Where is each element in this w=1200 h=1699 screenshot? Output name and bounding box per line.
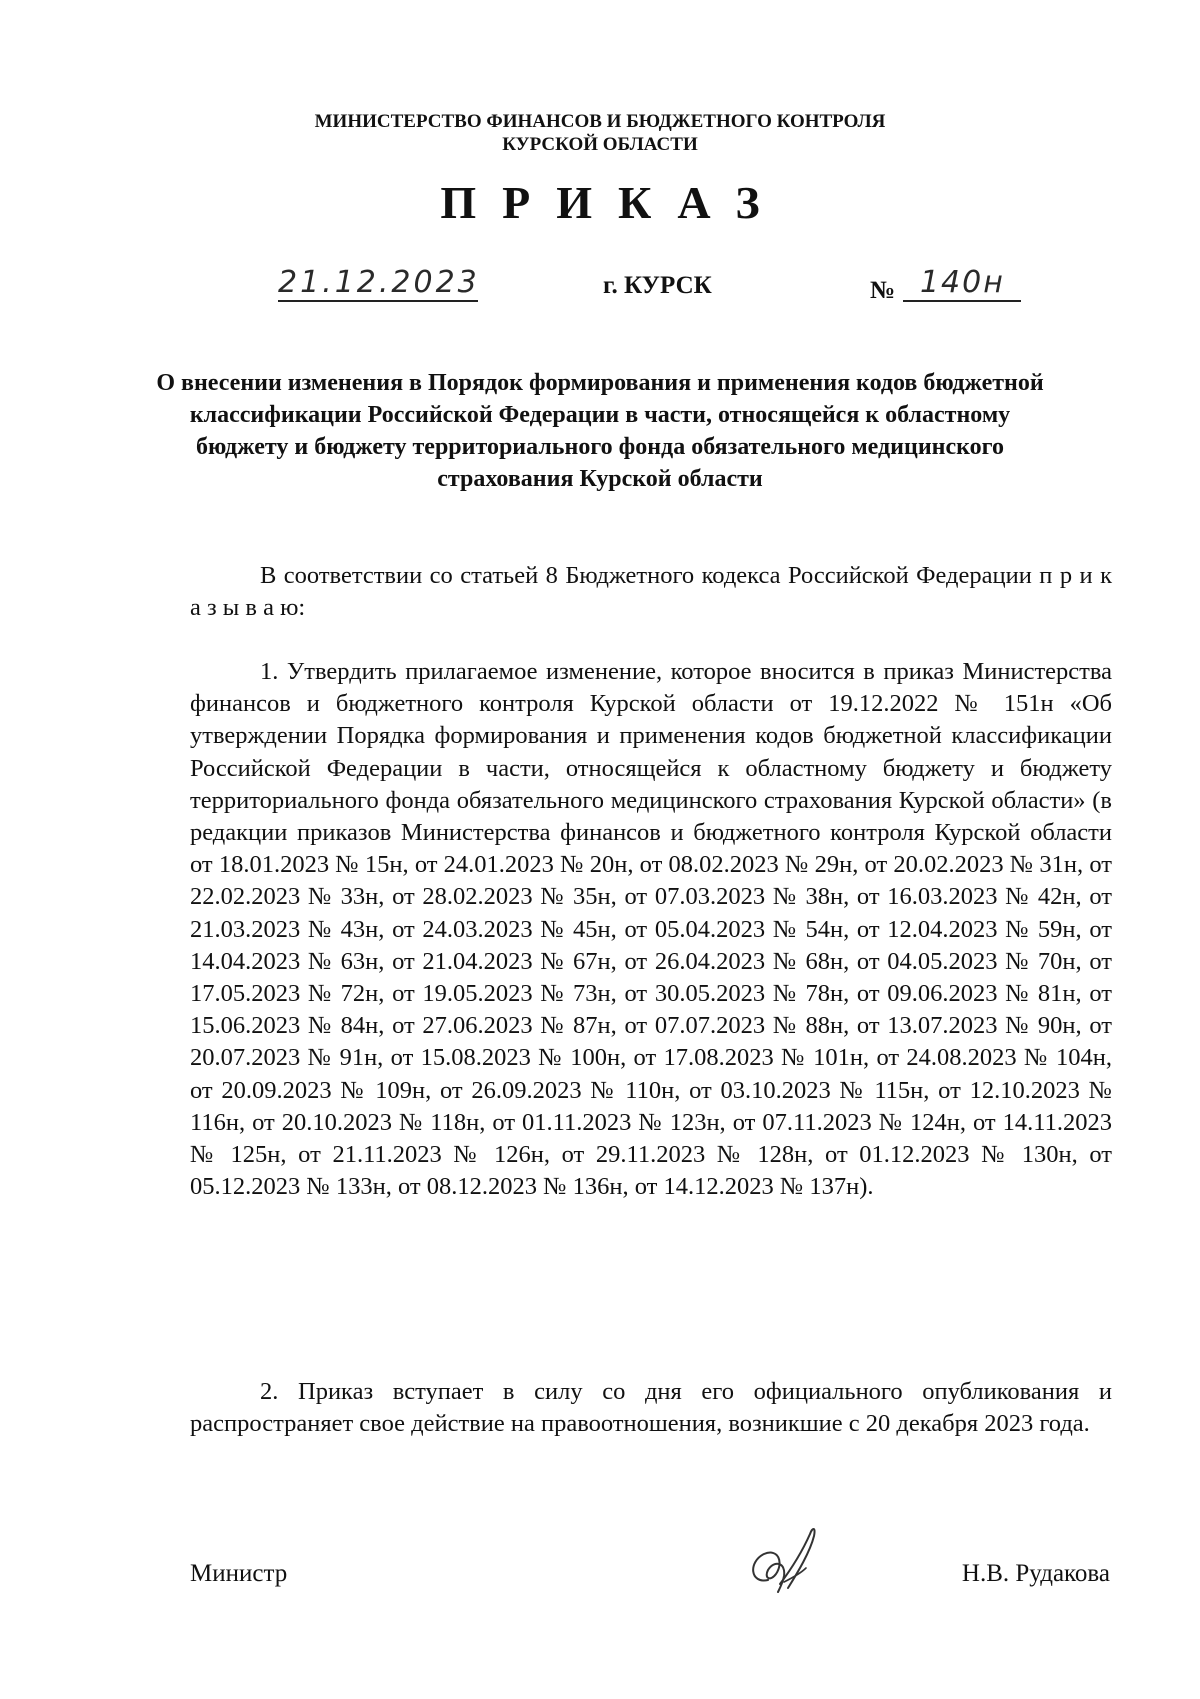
intro-paragraph bbox=[190, 560, 1112, 624]
document-kind-heading: ПРИКАЗ bbox=[440, 177, 786, 228]
number-sign: № bbox=[870, 277, 896, 304]
item-2-paragraph bbox=[190, 1376, 1112, 1440]
signature-block bbox=[0, 1552, 1200, 1612]
signatory-position: Министр bbox=[190, 1560, 288, 1587]
handwritten-date: 21.12.2023 bbox=[278, 265, 480, 300]
ministry-header bbox=[0, 110, 1200, 156]
item-1-text: 1. Утвердить прилагаемое изменение, которое вносится в приказ Министерства финансов и бюджетного контроля Курской области от 19.12.2022 № 151н «Об утверждении Порядка формирования и применения кодов бюджетной классификации Российской Федерации в части, относящейся к областному бюджету и бюджету территориального фонда обязательного медицинского страхования Курской области» (в редакции приказов Министерства финансов и бюджетного контроля Курской области от 18.01.2023 № 15н, от 24.01.2023 № 20н, от 08.02.2023 № 29н, от 20.02.2023 № 31н, от 22.02.2023 № 33н, от 28.02.2023 № 35н, от 07.03.2023 № 38н, от 16.03.2023 № 42н, от 21.03.2023 № 43н, от 24.03.2023 № 45н, от 05.04.2023 № 54н, от 12.04.2023 № 59н, от 14.04.2023 № 63н, от 21.04.2023 № 67н, от 26.04.2023 № 68н, от 04.05.2023 № 70н, от 17.05.2023 № 72н, от 19.05.2023 № 73н, от 30.05.2023 № 78н, от 09.06.2023 № 81н, от 15.06.2023 № 84н, от 27.06.2023 № 87н, от 07.07.2023 № 88н, от 13.07.2023 № 90н, от 20.07.2023 № 91н, от 15.08.2023 № 100н, от 17.08.2023 № 101н, от 24.08.2023 № 104н, от 20.09.2023 № 109н, от 26.09.2023 № 110н, от 03.10.2023 № 115н, от 12.10.2023 № 116н, от 20.10.2023 № 118н, от 01.11.2023 № 123н, от 07.11.2023 № 124н, от 14.11.2023 № 125н, от 21.11.2023 № 126н, от 29.11.2023 № 128н, от 01.12.2023 № 130н, от 05.12.2023 № 133н, от 08.12.2023 № 136н, от 14.12.2023 № 137н). bbox=[190, 658, 1112, 1201]
item-1-paragraph bbox=[190, 656, 1112, 1203]
intro-text: В соответствии со статьей 8 Бюджетного кодекса Российской Федерации п р и к а з ы в а ю: bbox=[190, 562, 1112, 622]
handwritten-number: 140н bbox=[903, 266, 1021, 302]
order-title: О внесении изменения в Порядок формирования и применения кодов бюджетной классификации Российской Федерации в части, относящейся к областному бюджету и бюджету территориального фонда обязательного медицинского страхования Курской области bbox=[156, 370, 1044, 492]
document-meta-row bbox=[0, 265, 1200, 312]
signatory-name: Н.В. Рудакова bbox=[961, 1560, 1110, 1587]
item-2-text: 2. Приказ вступает в силу со дня его официального опубликования и распространяет свое действие на правоотношения, возникшие с 20 декабря 2023 года. bbox=[190, 1378, 1112, 1438]
document-number bbox=[870, 265, 1021, 308]
ministry-name-line1: МИНИСТЕРСТВО ФИНАНСОВ И БЮДЖЕТНОГО КОНТРОЛЯ bbox=[314, 111, 886, 132]
city-label: г. КУРСК bbox=[603, 272, 712, 299]
ministry-name-line2: КУРСКОЙ ОБЛАСТИ bbox=[502, 134, 698, 155]
handwritten-signature bbox=[740, 1522, 830, 1607]
